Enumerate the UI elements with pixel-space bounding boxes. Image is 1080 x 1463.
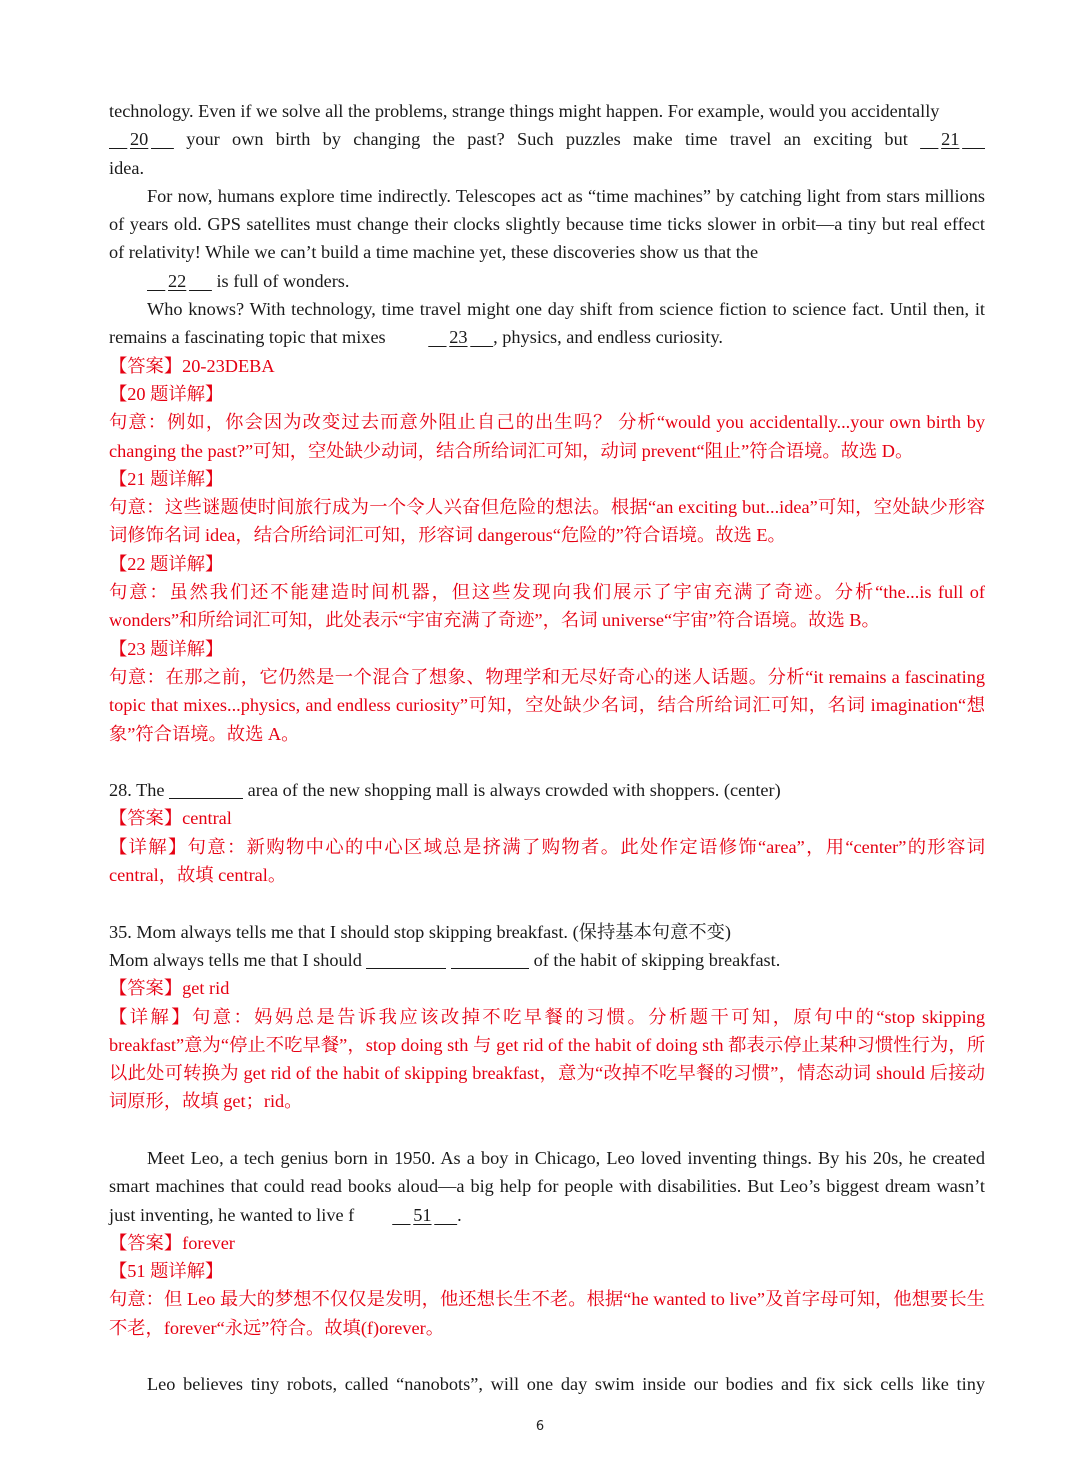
- question-28: 28. The area of the new shopping mall is always crowded with shoppers. (center): [109, 780, 781, 801]
- explanation-text: 句意：例如，你会因为改变过去而意外阻止自己的出生吗？ 分析“would you accidentally...your own birth by changing the past?”可知，空处缺少动词，结合所给词汇可知，动词 prevent“阻止”符合语境。故选 D。: [109, 412, 985, 461]
- explanation-title: 【20 题详解】: [109, 383, 224, 404]
- passage-line: idea.: [109, 157, 145, 178]
- blank-21: 21: [941, 129, 960, 150]
- passage-line: 20 your own birth by changing the past? Such puzzles make time travel an exciting but 21: [109, 125, 985, 153]
- blank-22: 22: [168, 270, 187, 291]
- passage-paragraph: For now, humans explore time indirectly. Telescopes act as “time machines” by catching light from stars millions of years old. GPS satellites must change their clocks slightly because time ticks slower in orbit—a tiny but real effect of relativity! While we can’t build a time machine yet, these discoveries show us that the 22 is full of wonders.: [109, 182, 985, 295]
- page-number: 6: [535, 1419, 545, 1434]
- passage-paragraph: Leo believes tiny robots, called “nanobots”, will one day swim inside our bodies and fix sick cells like tiny: [147, 1374, 985, 1395]
- explanation-text: 句意：这些谜题使时间旅行成为一个令人兴奋但危险的想法。根据“an exciting but...idea”可知，空处缺少形容词修饰名词 idea，结合所给词汇可知，形容词 dangerous“危险的”符合语境。故选 E。: [109, 497, 985, 546]
- explanation-title: 【51 题详解】: [109, 1261, 224, 1282]
- blank-line: [366, 950, 446, 969]
- blank-51: 51: [413, 1204, 432, 1225]
- explanation-text: 句意：在那之前，它仍然是一个混合了想象、物理学和无尽好奇心的迷人话题。分析“it remains a fascinating topic that mixes...physics, and endless curiosity”可知，空处缺少名词，结合所给词汇可知，名词 imagination“想象”符合语境。故选 A。: [109, 666, 985, 744]
- blank-line: [451, 950, 529, 969]
- document-page: [109, 97, 985, 1399]
- explanation-text: 句意：但 Leo 最大的梦想不仅仅是发明，他还想长生不老。根据“he wanted to live”及首字母可知，他想要长生不老，forever“永远”符合。故填(f)orever。: [109, 1289, 985, 1338]
- explanation-text: 句意：虽然我们还不能建造时间机器，但这些发现向我们展示了宇宙充满了奇迹。分析“the...is full of wonders”和所给词汇可知，此处表示“宇宙充满了奇迹”，名词 universe“宇宙”符合语境。故选 B。: [109, 582, 985, 631]
- explanation-text: 【详解】句意：新购物中心的中心区域总是挤满了购物者。此处作定语修饰“area”，用“center”的形容词 central，故填 central。: [109, 836, 985, 886]
- explanation-title: 【21 题详解】: [109, 468, 224, 489]
- explanation-title: 【22 题详解】: [109, 553, 224, 574]
- blank-20: 20: [130, 129, 149, 150]
- question-35: 35. Mom always tells me that I should stop skipping breakfast. (保持基本句意不变): [109, 921, 731, 942]
- answer-line: 【答案】get rid: [109, 978, 230, 999]
- question-35-rewrite: Mom always tells me that I should of the habit of skipping breakfast.: [109, 949, 781, 970]
- passage-paragraph: Who knows? With technology, time travel might one day shift from science fiction to science fact. Until then, it remains a fascinating topic that mixes 23 , physics, and endless curiosity.: [109, 295, 985, 352]
- passage-paragraph: Meet Leo, a tech genius born in 1950. As a boy in Chicago, Leo loved inventing things. By his 20s, he created smart machines that could read books aloud—a big help for people with disabilities. But Leo’s biggest dream wasn’t just inventing, he wanted to live f 51 .: [109, 1144, 985, 1229]
- explanation-title: 【23 题详解】: [109, 638, 224, 659]
- explanation-text: 【详解】句意：妈妈总是告诉我应该改掉不吃早餐的习惯。分析题干可知，原句中的“stop skipping breakfast”意为“停止不吃早餐”，stop doing sth 与 get rid of the habit of doing sth 都表示停止某种习惯性行为，所以此处可转换为 get rid of the habit of skipping breakfast，意为“改掉不吃早餐的习惯”，情态动词 should 后接动词原形，故填 get；rid。: [109, 1006, 985, 1112]
- blank-line: [169, 780, 243, 799]
- answer-line: 【答案】central: [109, 808, 232, 829]
- answer-line: 【答案】forever: [109, 1232, 235, 1253]
- answer-line: 【答案】20-23DEBA: [109, 355, 275, 376]
- passage-line: technology. Even if we solve all the problems, strange things might happen. For example, would you accidentally: [109, 101, 940, 121]
- blank-23: 23: [449, 327, 468, 348]
